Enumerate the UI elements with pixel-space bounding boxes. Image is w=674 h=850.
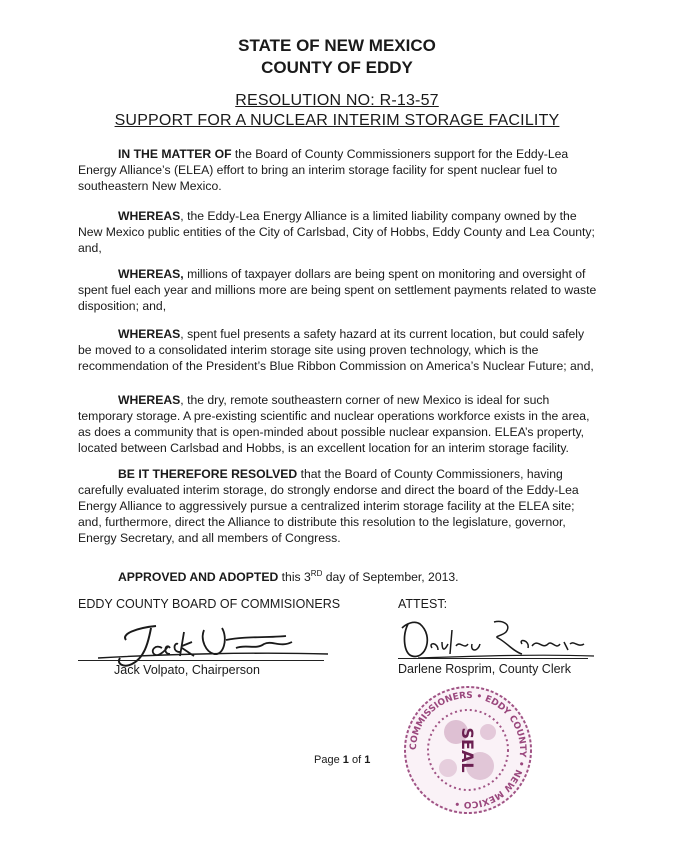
paragraph-whereas-4: [78, 392, 598, 456]
resolution-subject: SUPPORT FOR A NUCLEAR INTERIM STORAGE FACILITY: [114, 112, 560, 129]
seal-center-text: SEAL: [458, 727, 477, 773]
page-total: 1: [364, 754, 371, 766]
paragraph-lead: IN THE MATTER OF: [118, 147, 232, 161]
seal-ring-text: COMMISSIONERS • EDDY COUNTY • NEW MEXICO •: [408, 690, 528, 810]
paragraph-lead: WHEREAS: [118, 327, 181, 341]
paragraph-lead: BE IT THEREFORE RESOLVED: [118, 467, 298, 481]
paragraph-text: millions of taxpayer dollars are being spent on monitoring and oversight of spent fuel each year and millions more are being spent on settlement payments related to waste disposition; and,: [78, 267, 597, 313]
board-label: EDDY COUNTY BOARD OF COMMISIONERS: [78, 597, 341, 611]
paragraph-lead: WHEREAS: [118, 393, 181, 407]
clerk-signature-line: [398, 658, 588, 659]
approval-lead: APPROVED AND ADOPTED: [118, 570, 279, 585]
attest-label: ATTEST:: [398, 597, 448, 611]
paragraph-lead: WHEREAS,: [118, 267, 184, 281]
paragraph-whereas-2: [78, 266, 598, 314]
chair-name: Jack Volpato, Chairperson: [114, 663, 260, 677]
paragraph-text: , spent fuel presents a safety hazard at its current location, but could safely be moved to a consolidated interim storage site using proven technology, which is the recommendation of the President’s Blue Ribbon Commission on America’s Nuclear Future; and,: [78, 327, 594, 373]
of-word: of: [351, 754, 362, 766]
county-title: COUNTY OF EDDY: [261, 58, 413, 77]
page-word: Page: [314, 754, 340, 766]
approval-pre: this 3: [278, 570, 311, 585]
page-number: [314, 754, 370, 766]
chair-signature-line: [78, 660, 324, 661]
approval-line: [78, 566, 598, 585]
clerk-name: Darlene Rosprim, County Clerk: [398, 662, 571, 676]
paragraph-whereas-3: [78, 326, 598, 374]
approval-ordinal: RD: [310, 569, 323, 578]
paragraph-lead: WHEREAS: [118, 209, 181, 223]
paragraph-text: the Board of County Commissioners support for the Eddy-Lea Energy Alliance’s (ELEA) effort to bring an interim storage facility for spent nuclear fuel to southeastern New Mexico.: [78, 147, 569, 193]
page-current: 1: [342, 754, 349, 766]
clerk-signature: [398, 614, 598, 664]
resolution-number: RESOLUTION NO: R-13-57: [235, 92, 439, 109]
paragraph-in-the-matter: [78, 146, 598, 194]
state-title: STATE OF NEW MEXICO: [238, 36, 436, 55]
paragraph-text: , the dry, remote southeastern corner of new Mexico is ideal for such temporary storage. A pre-existing scientific and nuclear operations workforce exists in the area, as does a community that is open-minded about possible nuclear expansion. ELEA’s property, located between Carlsbad and Hobbs, is an excellent location for an interim storage facility.: [78, 393, 590, 455]
paragraph-text: , the Eddy-Lea Energy Alliance is a limited liability company owned by the New Mexico public entities of the City of Carlsbad, City of Hobbs, Eddy County and Lea County; and,: [78, 209, 595, 255]
paragraph-be-it-resolved: [78, 466, 598, 546]
paragraph-text: that the Board of County Commissioners, having carefully evaluated interim storage, do strongly endorse and direct the board of the Eddy-Lea Energy Alliance to aggressively pursue a centralized interim storage facility at the ELEA site; and, furthermore, direct the Alliance to distribute this resolution to the legislature, governor, Energy Secretary, and all members of Congress.: [78, 467, 579, 545]
paragraph-whereas-1: [78, 208, 598, 256]
county-seal: [398, 680, 538, 820]
approval-post: day of September, 2013.: [322, 570, 459, 585]
